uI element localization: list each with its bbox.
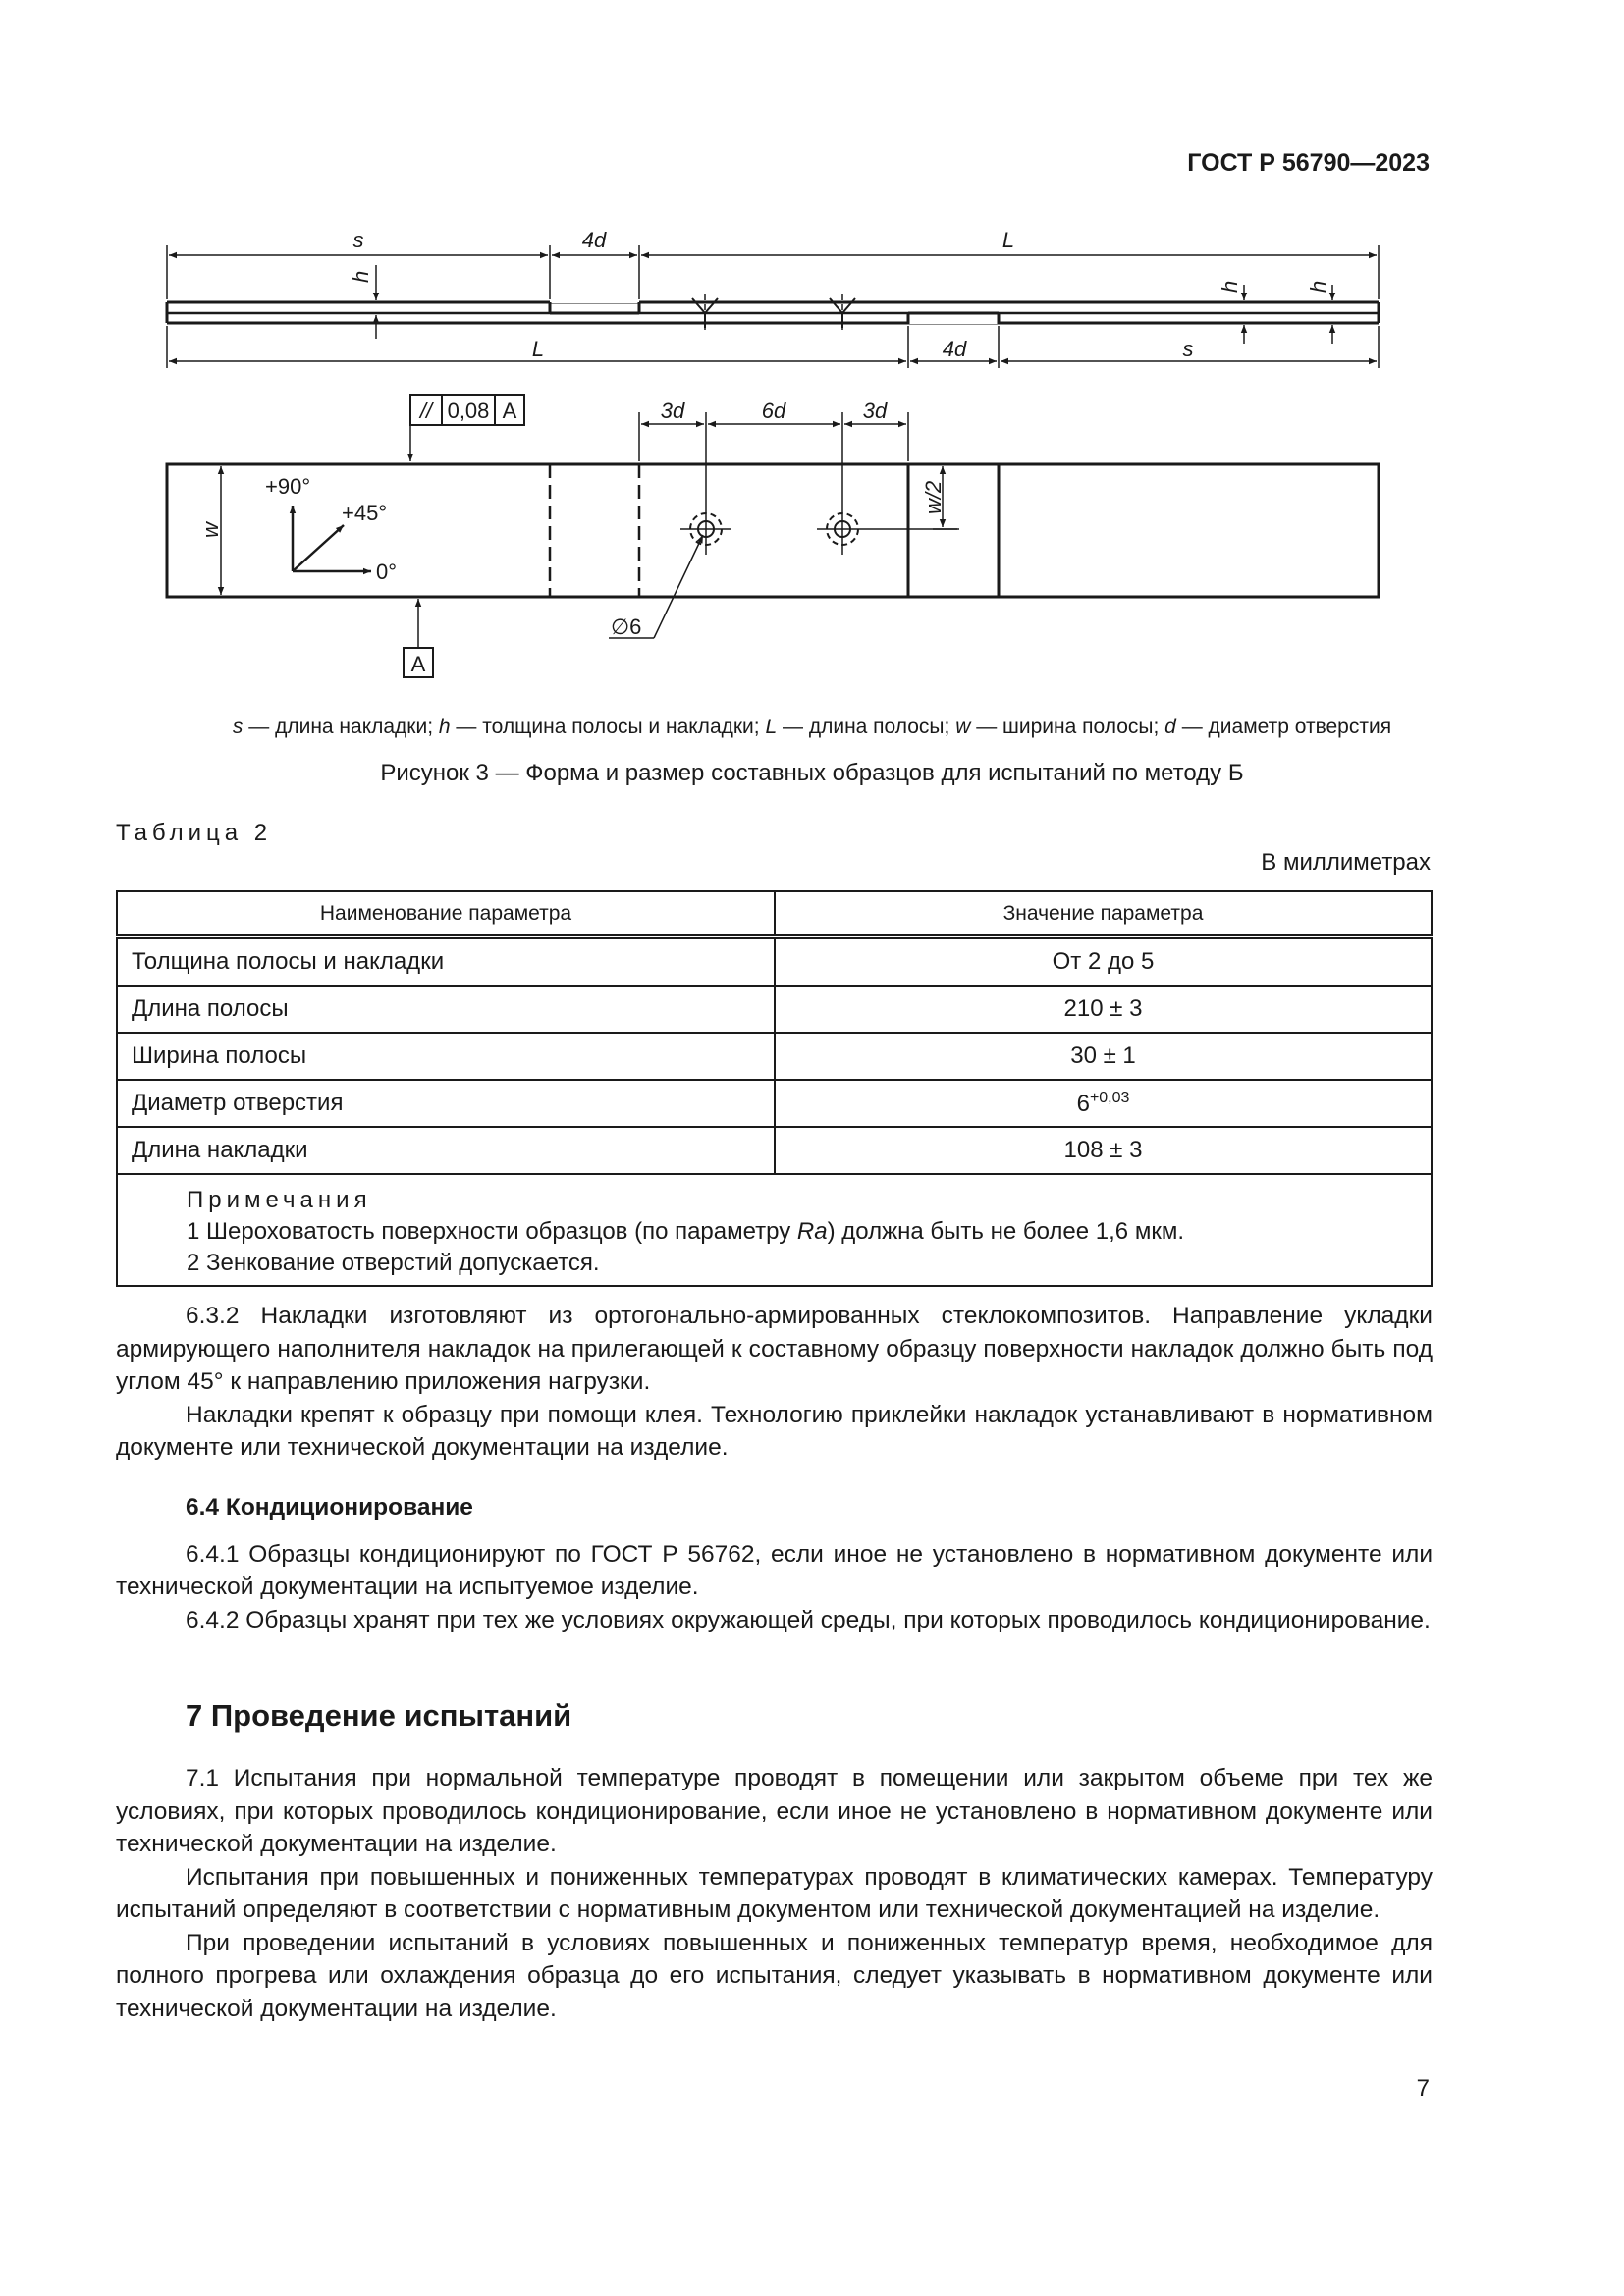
section-6-4 (116, 1491, 1433, 1636)
legend-d: d (1164, 716, 1176, 738)
table-row (117, 1127, 1432, 1174)
tolerance-datum: A (502, 399, 517, 423)
legend-w: w (955, 716, 971, 738)
side-view (167, 245, 1379, 368)
section-6-3-2 (116, 1300, 1433, 1465)
label-h-right2: h (1306, 280, 1330, 293)
document-code: ГОСТ Р 56790—2023 (1187, 149, 1430, 177)
datum-a: A (410, 652, 426, 676)
table-row (117, 986, 1432, 1033)
value-base: 6 (1076, 1090, 1090, 1117)
paragraph: 6.3.2 Накладки изготовляют из ортогонально-армированных стеклокомпозитов. Направление укладки армирующего наполнителя накладок на прилегающей к составному образцу поверхности накладок должно быть под углом 45° к направлению приложения нагрузки. (116, 1303, 1433, 1395)
row-value: От 2 до 5 (775, 937, 1432, 987)
row-name: Длина полосы (117, 986, 775, 1033)
parameters-table (116, 890, 1433, 1287)
paragraph: 6.4.1 Образцы кондиционируют по ГОСТ Р 56762, если иное не установлено в нормативном документе или технической документации на испытуемое изделие. (116, 1540, 1433, 1600)
row-value (775, 1080, 1432, 1127)
legend-d-desc: — диаметр отверстия (1175, 716, 1392, 738)
section-7-1 (116, 1762, 1433, 2025)
heading-7: 7 Проведение испытаний (186, 1698, 572, 1733)
page-number: 7 (1416, 2075, 1430, 2102)
legend-w-desc: — ширина полосы; (970, 716, 1165, 738)
row-value: 30 ± 1 (775, 1033, 1432, 1080)
note-1 (187, 1216, 1417, 1248)
legend-s-desc: — длина накладки; (243, 716, 439, 738)
label-angle-45: +45° (342, 501, 388, 525)
plan-view (167, 395, 1379, 677)
header-parameter-name: Наименование параметра (117, 891, 775, 937)
legend-h: h (438, 716, 451, 738)
label-L-top: L (1001, 228, 1015, 252)
label-3d-2: 3d (862, 399, 888, 423)
label-diameter: ∅6 (611, 614, 642, 639)
table-notes (117, 1174, 1432, 1286)
paragraph: При проведении испытаний в условиях повышенных и пониженных температур время, необходимое для полного прогрева или охлаждения образца до его испытания, следует указывать в нормативном документе или технической документации на изделие. (116, 1929, 1433, 2022)
note-1-symbol: Ra (796, 1218, 828, 1245)
label-4d-bottom: 4d (942, 337, 967, 361)
row-name: Толщина полосы и накладки (117, 937, 775, 987)
table-row (117, 1033, 1432, 1080)
paragraph: Накладки крепят к образцу при помощи клея. Технологию приклейки накладок устанавливают в нормативном документе или технической документации на изделие. (116, 1401, 1433, 1461)
paragraph: Испытания при повышенных и пониженных температурах проводят в климатических камерах. Температуру испытаний определяют в соответствии с нормативным документом или технической документацией на изделие. (116, 1863, 1433, 1923)
note-1-pre: 1 Шероховатость поверхности образцов (по параметру (187, 1218, 797, 1245)
header-parameter-value: Значение параметра (775, 891, 1432, 937)
notes-title: Примечания (187, 1187, 372, 1213)
label-h-left: h (349, 270, 373, 283)
label-w: w (198, 522, 223, 538)
legend-L: L (765, 716, 778, 738)
label-s-bottom: s (1182, 337, 1194, 361)
label-angle-90: +90° (265, 474, 311, 499)
label-w-half: w/2 (921, 480, 946, 514)
specimen-drawing (0, 0, 1624, 687)
paragraph: 6.4.2 Образцы хранят при тех же условиях окружающей среды, при которых проводилось кондиционирование. (186, 1606, 1431, 1633)
table-label: Таблица 2 (116, 820, 273, 846)
table-notes-row (117, 1174, 1432, 1286)
label-s-top: s (352, 228, 364, 252)
paragraph: 7.1 Испытания при нормальной температуре проводят в помещении или закрытом объеме при тех же условиях, при которых проводилось кондиционирование, если иное не установлено в нормативном документе или технической документации на изделие. (116, 1765, 1433, 1857)
row-name: Диаметр отверстия (117, 1080, 775, 1127)
label-h-right1: h (1218, 280, 1242, 293)
label-3d-1: 3d (660, 399, 685, 423)
table-header-row (117, 891, 1432, 937)
label-L-bottom: L (531, 337, 545, 361)
row-value: 210 ± 3 (775, 986, 1432, 1033)
label-4d-top: 4d (581, 228, 607, 252)
figure-caption: Рисунок 3 — Форма и размер составных образцов для испытаний по методу Б (380, 760, 1244, 786)
table-units: В миллиметрах (1261, 849, 1431, 876)
label-6d: 6d (761, 399, 786, 423)
note-1-post: ) должна быть не более 1,6 мкм. (827, 1218, 1184, 1245)
note-2: 2 Зенкование отверстий допускается. (187, 1250, 600, 1276)
legend-s: s (232, 716, 244, 738)
label-angle-0: 0° (376, 560, 398, 584)
value-tolerance: +0,03 (1089, 1089, 1130, 1106)
table-row (117, 937, 1432, 987)
legend-L-desc: — длина полосы; (777, 716, 956, 738)
section-7 (116, 1699, 1433, 1733)
table-row (117, 1080, 1432, 1127)
tolerance-symbol: // (419, 399, 433, 423)
figure-legend (116, 716, 1508, 739)
tolerance-value: 0,08 (447, 399, 490, 423)
row-value: 108 ± 3 (775, 1127, 1432, 1174)
row-name: Ширина полосы (117, 1033, 775, 1080)
heading-6-4: 6.4 Кондиционирование (186, 1494, 473, 1521)
legend-h-desc: — толщина полосы и накладки; (450, 716, 766, 738)
row-name: Длина накладки (117, 1127, 775, 1174)
